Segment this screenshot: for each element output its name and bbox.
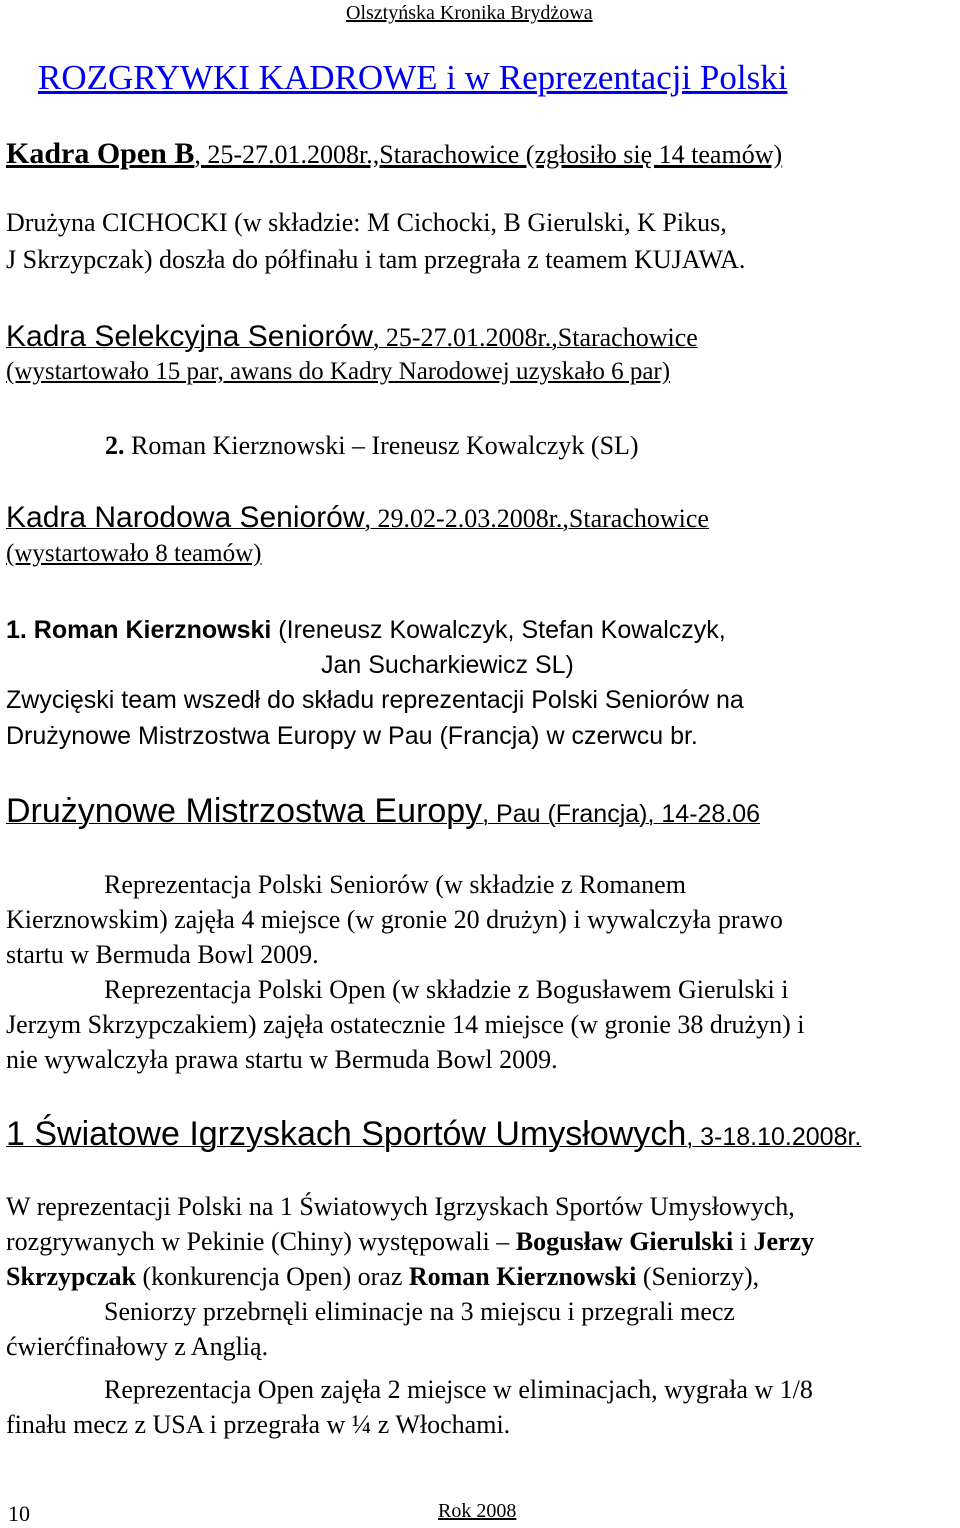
paragraph-line: Zwycięski team wszedł do składu reprezentacji Polski Seniorów na: [6, 686, 744, 714]
text-run: rozgrywanych w Pekinie (Chiny) występowali –: [6, 1227, 516, 1256]
paragraph-line: [6, 1227, 814, 1257]
paragraph-line: Drużynowe Mistrzostwa Europy w Pau (Francja) w czerwcu br.: [6, 722, 698, 750]
section-title-bold: Kadra Narodowa Seniorów: [6, 501, 365, 534]
paragraph-line: ćwierćfinałowy z Anglią.: [6, 1332, 269, 1361]
paragraph-line: nie wywalczyła prawa startu w Bermuda Bowl 2009.: [6, 1045, 558, 1074]
section-title-rest: , 25-27.01.2008r.,Starachowice: [372, 323, 698, 352]
section-title-bold: Kadra Open B: [6, 137, 195, 170]
player-name: Roman Kierznowski: [408, 1262, 637, 1291]
section-title-big: 1 Światowe Igrzyskach Sportów Umysłowych: [6, 1115, 687, 1153]
result-item: [6, 616, 726, 645]
player-name: Jerzy: [753, 1227, 815, 1256]
paragraph-line: Jerzym Skrzypczakiem) zajęła ostatecznie 14 miejsce (w gronie 38 drużyn) i: [6, 1010, 805, 1039]
section-title-kadra-selekcyjna: [6, 320, 698, 354]
section-title-rest: , Pau (Francja), 14-28.06: [482, 800, 761, 828]
main-heading: ROZGRYWKI KADROWE i w Reprezentacji Polski: [38, 58, 788, 97]
result-item: [105, 431, 639, 461]
paragraph-line: startu w Bermuda Bowl 2009.: [6, 940, 319, 969]
result-item-winner: 1. Roman Kierznowski: [6, 616, 272, 644]
paragraph-line: W reprezentacji Polski na 1 Światowych Igrzyskach Sportów Umysłowych,: [6, 1192, 795, 1221]
result-item-text: Roman Kierznowski – Ireneusz Kowalczyk (SL): [124, 431, 639, 460]
running-title: Olsztyńska Kronika Brydżowa: [346, 2, 593, 24]
section-subtitle: (wystartowało 15 par, awans do Kadry Narodowej uzyskało 6 par): [6, 358, 671, 385]
paragraph-line: Kierznowskim) zajęła 4 miejsce (w gronie 20 drużyn) i wywalczyła prawo: [6, 905, 783, 934]
paragraph-line: Drużyna CICHOCKI (w składzie: M Cichocki, B Gierulski, K Pikus,: [6, 208, 727, 237]
section-title-dme: [6, 792, 760, 831]
footer-year-label: Rok 2008: [438, 1500, 517, 1522]
paragraph-line: finału mecz z USA i przegrała w ¼ z Włochami.: [6, 1410, 511, 1439]
text-run: i: [733, 1227, 754, 1256]
section-title-rest: , 29.02-2.03.2008r.,Starachowice: [364, 504, 709, 533]
player-name: Skrzypczak: [6, 1262, 136, 1291]
section-title-kadra-narodowa: [6, 501, 709, 535]
paragraph-line: Seniorzy przebrnęli eliminacje na 3 miejscu i przegrali mecz: [104, 1297, 735, 1326]
section-title-rest: , 25-27.01.2008r.,Starachowice (zgłosiło się 14 teamów): [194, 140, 783, 169]
section-subtitle: (wystartowało 8 teamów): [6, 540, 262, 567]
paragraph-line: Reprezentacja Open zajęła 2 miejsce w eliminacjach, wygrała w 1/8: [104, 1375, 813, 1404]
page-number: 10: [8, 1501, 30, 1526]
result-item-number: 2.: [105, 431, 125, 460]
player-name: Bogusław Gierulski: [515, 1227, 734, 1256]
section-title-bold: Kadra Selekcyjna Seniorów: [6, 320, 373, 353]
section-title-rest: , 3-18.10.2008r.: [686, 1123, 862, 1151]
section-title-big: Drużynowe Mistrzostwa Europy: [6, 792, 483, 830]
paragraph-line: [6, 1262, 759, 1292]
result-item-line: Jan Sucharkiewicz SL): [321, 651, 574, 679]
paragraph-line: Reprezentacja Polski Seniorów (w składzie z Romanem: [104, 870, 686, 899]
text-run: (Seniorzy),: [636, 1262, 760, 1291]
paragraph-line: J Skrzypczak) doszła do półfinału i tam przegrała z teamem KUJAWA.: [6, 245, 746, 274]
result-item-rest: (Ireneusz Kowalczyk, Stefan Kowalczyk,: [271, 616, 726, 644]
text-run: (konkurencja Open) oraz: [136, 1262, 409, 1291]
paragraph-line: Reprezentacja Polski Open (w składzie z Bogusławem Gierulski i: [104, 975, 789, 1004]
section-title-igrzyska: [6, 1115, 861, 1154]
section-title-kadra-open-b: [6, 137, 782, 171]
